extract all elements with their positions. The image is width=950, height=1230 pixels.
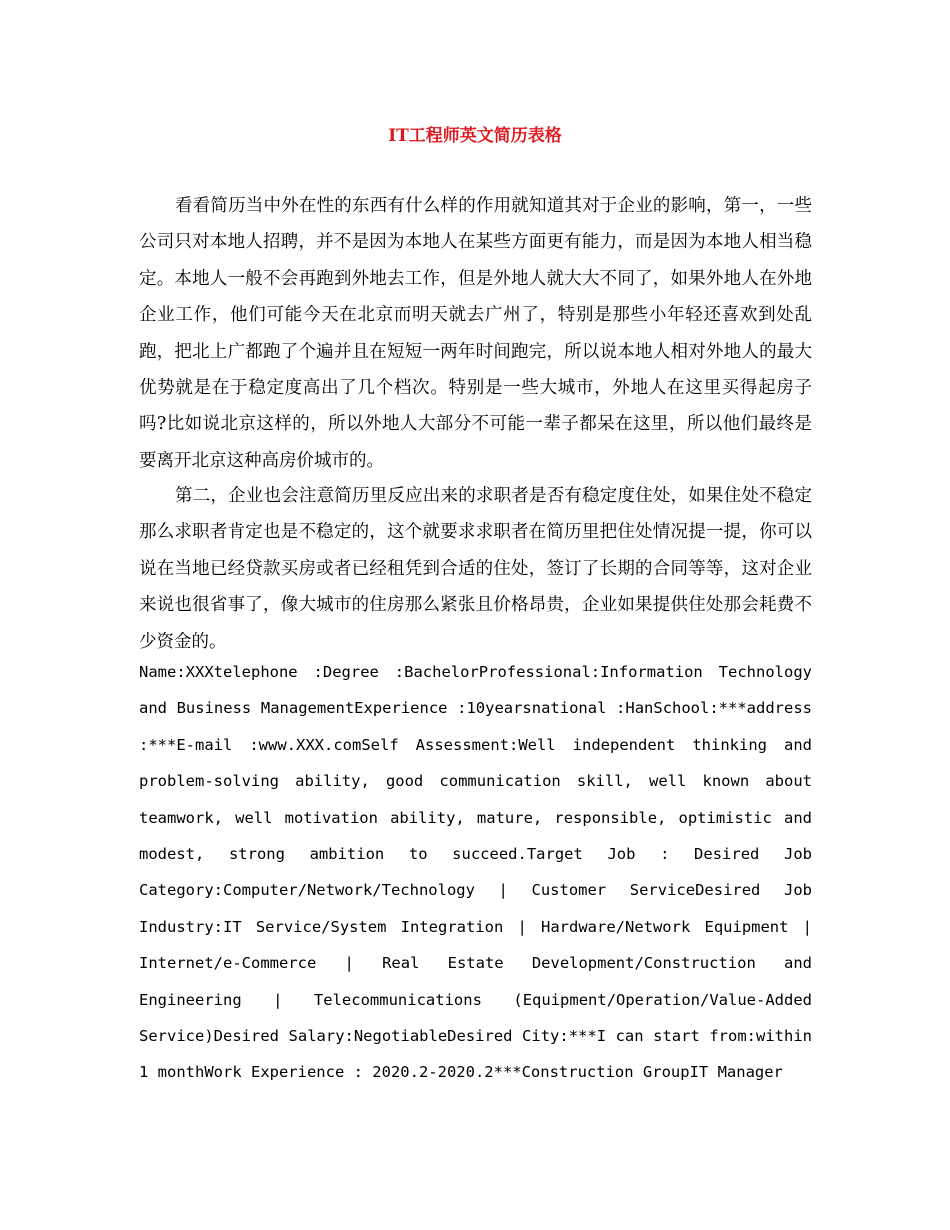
paragraph-2: 第二，企业也会注意简历里反应出来的求职者是否有稳定度住处，如果住处不稳定那么求职者肯定也是不稳定的，这个就要求求职者在简历里把住处情况提一提，你可以说在当地已经贷款买房或者已经租凭到合适的住处，签订了长期的合同等等，这对企业来说也很省事了，像大城市的住房那么紧张且价格昂贵，企业如果提供住处那会耗费不少资金的。 — [139, 486, 812, 652]
resume-text: Name:XXXtelephone :Degree :BachelorProfessional:Information Technology and Business ManagementExperience :10yearsnational :HanSchool:***address :***E-mail :www.XXX.comSelf Assessment:Well independent thinking and problem-solving ability, good communication skill, well known about teamwork, well motivation ability, mature, responsible, optimistic and modest, strong ambition to succeed.Target Job : Desired Job Category:Computer/Network/Technology | Customer ServiceDesired Job Industry:IT Service/System Integration | Hardware/Network Equipment | Internet/e-Commerce | Real Estate Development/Construction and Engineering | Telecommunications (Equipment/Operation/Value-Added Service)Desired Salary:NegotiableDesired City:***I can start from:within 1 monthWork Experience : 2020.2-2020.2***Construction GroupIT Manager — [139, 663, 812, 1082]
document-title: IT工程师英文简历表格 — [388, 126, 562, 146]
paragraph-1: 看看简历当中外在性的东西有什么样的作用就知道其对于企业的影响，第一，一些公司只对本地人招聘，并不是因为本地人在某些方面更有能力，而是因为本地人相当稳定。本地人一般不会再跑到外地去工作，但是外地人就大大不同了，如果外地人在外地企业工作，他们可能今天在北京而明天就去广州了，特别是那些小年轻还喜欢到处乱跑，把北上广都跑了个遍并且在短短一两年时间跑完，所以说本地人相对外地人的最大优势就是在于稳定度高出了几个档次。特别是一些大城市，外地人在这里买得起房子吗?比如说北京这样的，所以外地人大部分不可能一辈子都呆在这里，所以他们最终是要离开北京这种高房价城市的。 — [139, 196, 812, 471]
